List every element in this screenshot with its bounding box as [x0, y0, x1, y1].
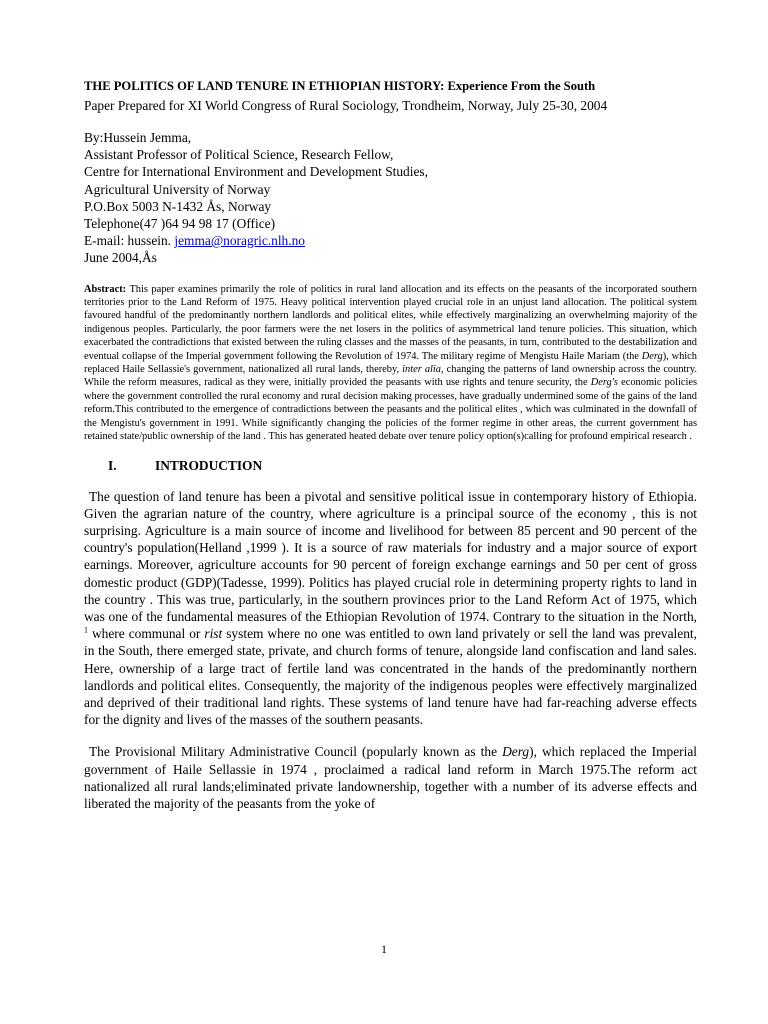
- p2-derg: Derg: [502, 744, 530, 760]
- email-link[interactable]: jemma@noragric.nlh.no: [174, 233, 305, 249]
- p1-text-2: where communal or: [88, 626, 205, 642]
- author-position: Assistant Professor of Political Science, Research Fellow,: [84, 147, 394, 163]
- p1-text-1: The question of land tenure has been a pivotal and sensitive political issue in contemporary history of Ethiopia. Given the agrarian nature of the country, where agriculture is a principal source of the economy , this is not surprising. Agriculture is a main source of income and livelihood for between 85 percent and 90 percent of the country's population(Helland ,1999 ). It is a source of raw materials for industry and a major source of export earnings. Moreover, agriculture accounts for 90 percent of foreign exchange earnings and 50 per cent of gross domestic product (GDP)(Tadesse, 1999). Politics has played crucial role in determining property rights to land in the country . This was true, particularly, in the southern provinces prior to the Land Reform Act of 1975, which was one of the fundamental measures of the Ethiopian Revolution of 1974. Contrary to the situation in the North,: [84, 488, 697, 624]
- paper-page: [84, 78, 697, 827]
- footnote-marker[interactable]: 1: [84, 625, 88, 635]
- abstract-derg-1: Derg: [641, 350, 663, 362]
- abstract-text-3: , changing the patterns of land ownership across the country. While the reform measures, radical as they were, initially provided the peasants with use rights and tenure security, the: [84, 364, 697, 389]
- abstract: [84, 283, 697, 444]
- section-title: INTRODUCTION: [155, 457, 263, 473]
- author-email: [84, 232, 697, 249]
- section-number: I.: [108, 457, 117, 473]
- abstract-label: Abstract:: [84, 283, 127, 295]
- author-centre: Centre for International Environment and Development Studies,: [84, 164, 428, 180]
- body-text: [84, 488, 697, 813]
- section-heading: [84, 458, 697, 474]
- abstract-text-1: This paper examines primarily the role of politics in rural land allocation and its effects on the peasants of the incorporated southern territories prior to the Land Reform of 1975. Heavy political intervention played crucial role in an unjust land allocation. The political system favoured handful of the predominantly northern landlords and political elites, while effectively marginalizing an overwhelming majority of the indigenous peoples. Particularly, the poor farmers were the net losers in the politics of asymmetrical land tenure policies. This situation, which exacerbated the contradictions that existed between the ruling classes and the masses of the peasants, in turn, contributed to the destabilization and eventual collapse of the Imperial government following the Revolution of 1974. The military regime of Mengistu Haile Mariam (the: [84, 283, 697, 362]
- p1-text-3: system where no one was entitled to own land privately or sell the land was prevalent, in the South, there emerged state, private, and church forms of tenure, alongside land confiscation and land sales. Here, ownership of a large tract of fertile land was concentrated in the hands of the predominantly northern landlords and political elites. Consequently, the majority of the indigenous peoples were effectively marginalized and deprived of their traditional land rights. These systems of land tenure have had far-reaching adverse effects for the dignity and lives of the masses of the southern peasants.: [84, 626, 697, 728]
- abstract-inter-alia: inter alia: [402, 364, 441, 376]
- paper-subtitle: Paper Prepared for XI World Congress of Rural Sociology, Trondheim, Norway, July 25-30, 2004: [84, 98, 608, 113]
- author-university: Agricultural University of Norway: [84, 181, 271, 197]
- email-prefix: E-mail: hussein.: [84, 233, 172, 249]
- paragraph-1: [84, 488, 697, 729]
- author-date: June 2004,Ås: [84, 250, 157, 266]
- author-block: [84, 129, 697, 267]
- abstract-text-4: economic policies where the government controlled the rural economy and rural decision making processes, have gradually undermined some of the gains of the land reform.This contributed to the emergence of contradictions between the peasants and the political elites , which was culminated in the downfall of the Mengistu's government in 1991. While significantly changing the policies of the former regime in other areas, the current government has retained state/public ownership of the land . This has generated heated debate over tenure policy option(s)calling for profound empirical research .: [84, 377, 697, 443]
- paragraph-2: [84, 743, 697, 812]
- abstract-text-2: ), which replaced Haile Sellassie's government, nationalized all rural lands, thereby,: [84, 350, 697, 376]
- p1-rist: rist: [204, 626, 223, 642]
- p2-text-2: ), which replaced the Imperial government of Haile Sellassie in 1974 , proclaimed a radical land reform in March 1975.The reform act nationalized all rural lands;eliminated private landownership, together with a number of its adverse effects and liberated the majority of the peasants from the yoke of: [84, 744, 698, 811]
- paper-title: THE POLITICS OF LAND TENURE IN ETHIOPIAN HISTORY: Experience From the South: [84, 79, 596, 93]
- author-address: P.O.Box 5003 N-1432 Ås, Norway: [84, 198, 272, 214]
- page-number: 1: [381, 942, 387, 956]
- author-name: By:Hussein Jemma,: [84, 130, 192, 145]
- abstract-derg-2: Derg's: [590, 377, 618, 389]
- p2-text-1: The Provisional Military Administrative Council (popularly known as the: [89, 744, 503, 760]
- author-telephone: Telephone(47 )64 94 98 17 (Office): [84, 216, 276, 232]
